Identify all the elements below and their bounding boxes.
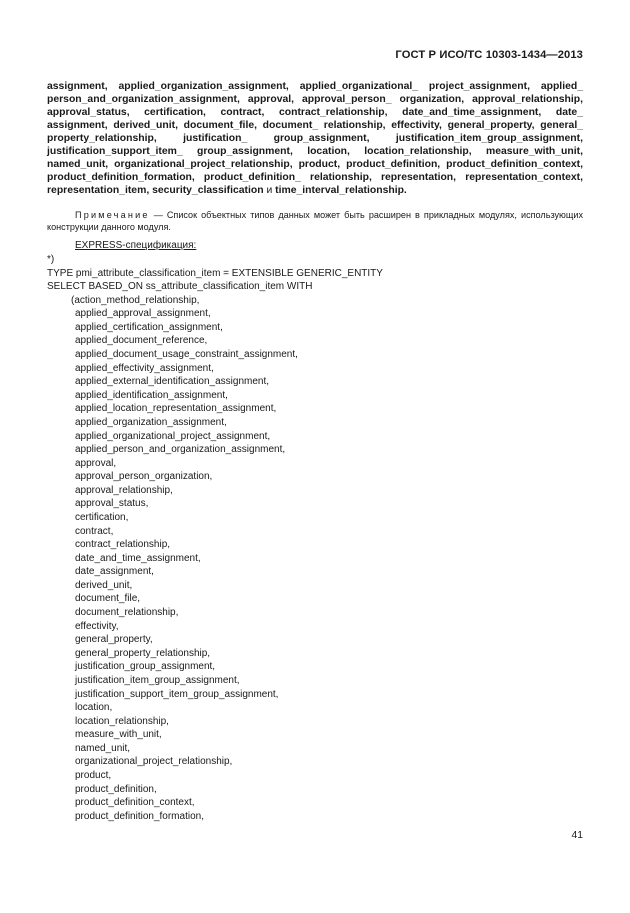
note-text: — Список объектных типов данных может быть расширен в прикладных модулях, использующих конструкции данного модуля.	[47, 210, 583, 232]
code-select-item: justification_group_assignment,	[75, 661, 216, 673]
code-select-item: product,	[75, 769, 112, 781]
code-select-item: applied_organizational_project_assignment,	[75, 430, 271, 442]
note-label: Примечание	[75, 210, 150, 220]
intro-text-end: time_interval_relationship.	[275, 185, 407, 196]
code-select-item: date_and_time_assignment,	[75, 552, 201, 564]
intro-paragraph	[47, 80, 583, 197]
code-select-item: product_definition_formation,	[75, 810, 204, 822]
code-type-declaration: TYPE pmi_attribute_classification_item = EXTENSIBLE GENERIC_ENTITY	[47, 267, 383, 279]
code-select-item: applied_external_identification_assignment,	[75, 376, 270, 388]
code-select-item: contract,	[75, 525, 114, 537]
code-select-item: certification,	[75, 511, 129, 523]
code-select-item: document_file,	[75, 593, 141, 605]
code-select-item: measure_with_unit,	[75, 729, 162, 741]
code-select-item: applied_certification_assignment,	[75, 321, 223, 333]
express-spec-label: EXPRESS-спецификация:	[75, 240, 197, 251]
code-select-item: location,	[75, 702, 113, 714]
code-select-item: justification_item_group_assignment,	[75, 674, 240, 686]
code-select-item: approval,	[75, 457, 117, 469]
page-number: 41	[571, 830, 583, 841]
code-comment-marker: *)	[47, 254, 55, 265]
code-select-item: approval_status,	[75, 498, 149, 510]
express-code-block	[47, 253, 383, 823]
code-select-item-list	[47, 307, 383, 823]
code-select-item: applied_organization_assignment,	[75, 416, 227, 428]
code-select-item: applied_effectivity_assignment,	[75, 362, 214, 374]
code-select-item: derived_unit,	[75, 579, 133, 591]
code-select-item: applied_document_usage_constraint_assignment,	[75, 349, 298, 361]
code-select-item: applied_person_and_organization_assignment,	[75, 444, 286, 456]
standard-code-header: ГОСТ Р ИСО/ТС 10303-1434—2013	[395, 49, 583, 61]
code-select-clause: SELECT BASED_ON ss_attribute_classification_item WITH	[47, 281, 313, 293]
code-select-item: document_relationship,	[75, 607, 179, 619]
code-select-item: approval_relationship,	[75, 484, 173, 496]
code-select-item: date_assignment,	[75, 566, 154, 578]
intro-text: assignment, applied_organization_assignment, applied_organizational_ project_assignment, applied_ person_and_organization_assignment, approval, approval_person_ organization, approval_relationship, approval_status, certification, contract, contract_relationship, date_and_time_assignment, date_ assignment, derived_unit, document_file, document_ relationship, effectivity, general_property, general_ property_relationship, justification_ group_assignment, justification_item_group_assignment, justification_support_item_ group_assignment, location, location_relationship, measure_with_unit, named_unit, organizational_project_relationship, product, product_definition, product_definition_context, product_definition_formation, product_definition_ relationship, representation, representation_context, representation_item, security_classification	[47, 81, 583, 196]
code-select-item: product_definition,	[75, 783, 157, 795]
code-select-item: named_unit,	[75, 742, 131, 754]
code-select-item: applied_identification_assignment,	[75, 389, 228, 401]
code-select-item: applied_location_representation_assignment,	[75, 403, 277, 415]
code-select-item: effectivity,	[75, 620, 119, 632]
code-select-item: general_property_relationship,	[75, 647, 211, 659]
code-select-item: location_relationship,	[75, 715, 169, 727]
code-select-item: organizational_project_relationship,	[75, 756, 233, 768]
code-select-first-item: (action_method_relationship,	[71, 294, 200, 306]
code-select-item: applied_approval_assignment,	[75, 308, 211, 320]
code-select-item: general_property,	[75, 634, 153, 646]
code-select-item: justification_support_item_group_assignment,	[75, 688, 279, 700]
code-select-item: applied_document_reference,	[75, 335, 208, 347]
code-select-item: approval_person_organization,	[75, 471, 213, 483]
code-select-item: product_definition_context,	[75, 797, 195, 809]
intro-conjunction: и	[266, 185, 273, 196]
note-paragraph	[47, 209, 583, 233]
code-select-item: contract_relationship,	[75, 539, 171, 551]
